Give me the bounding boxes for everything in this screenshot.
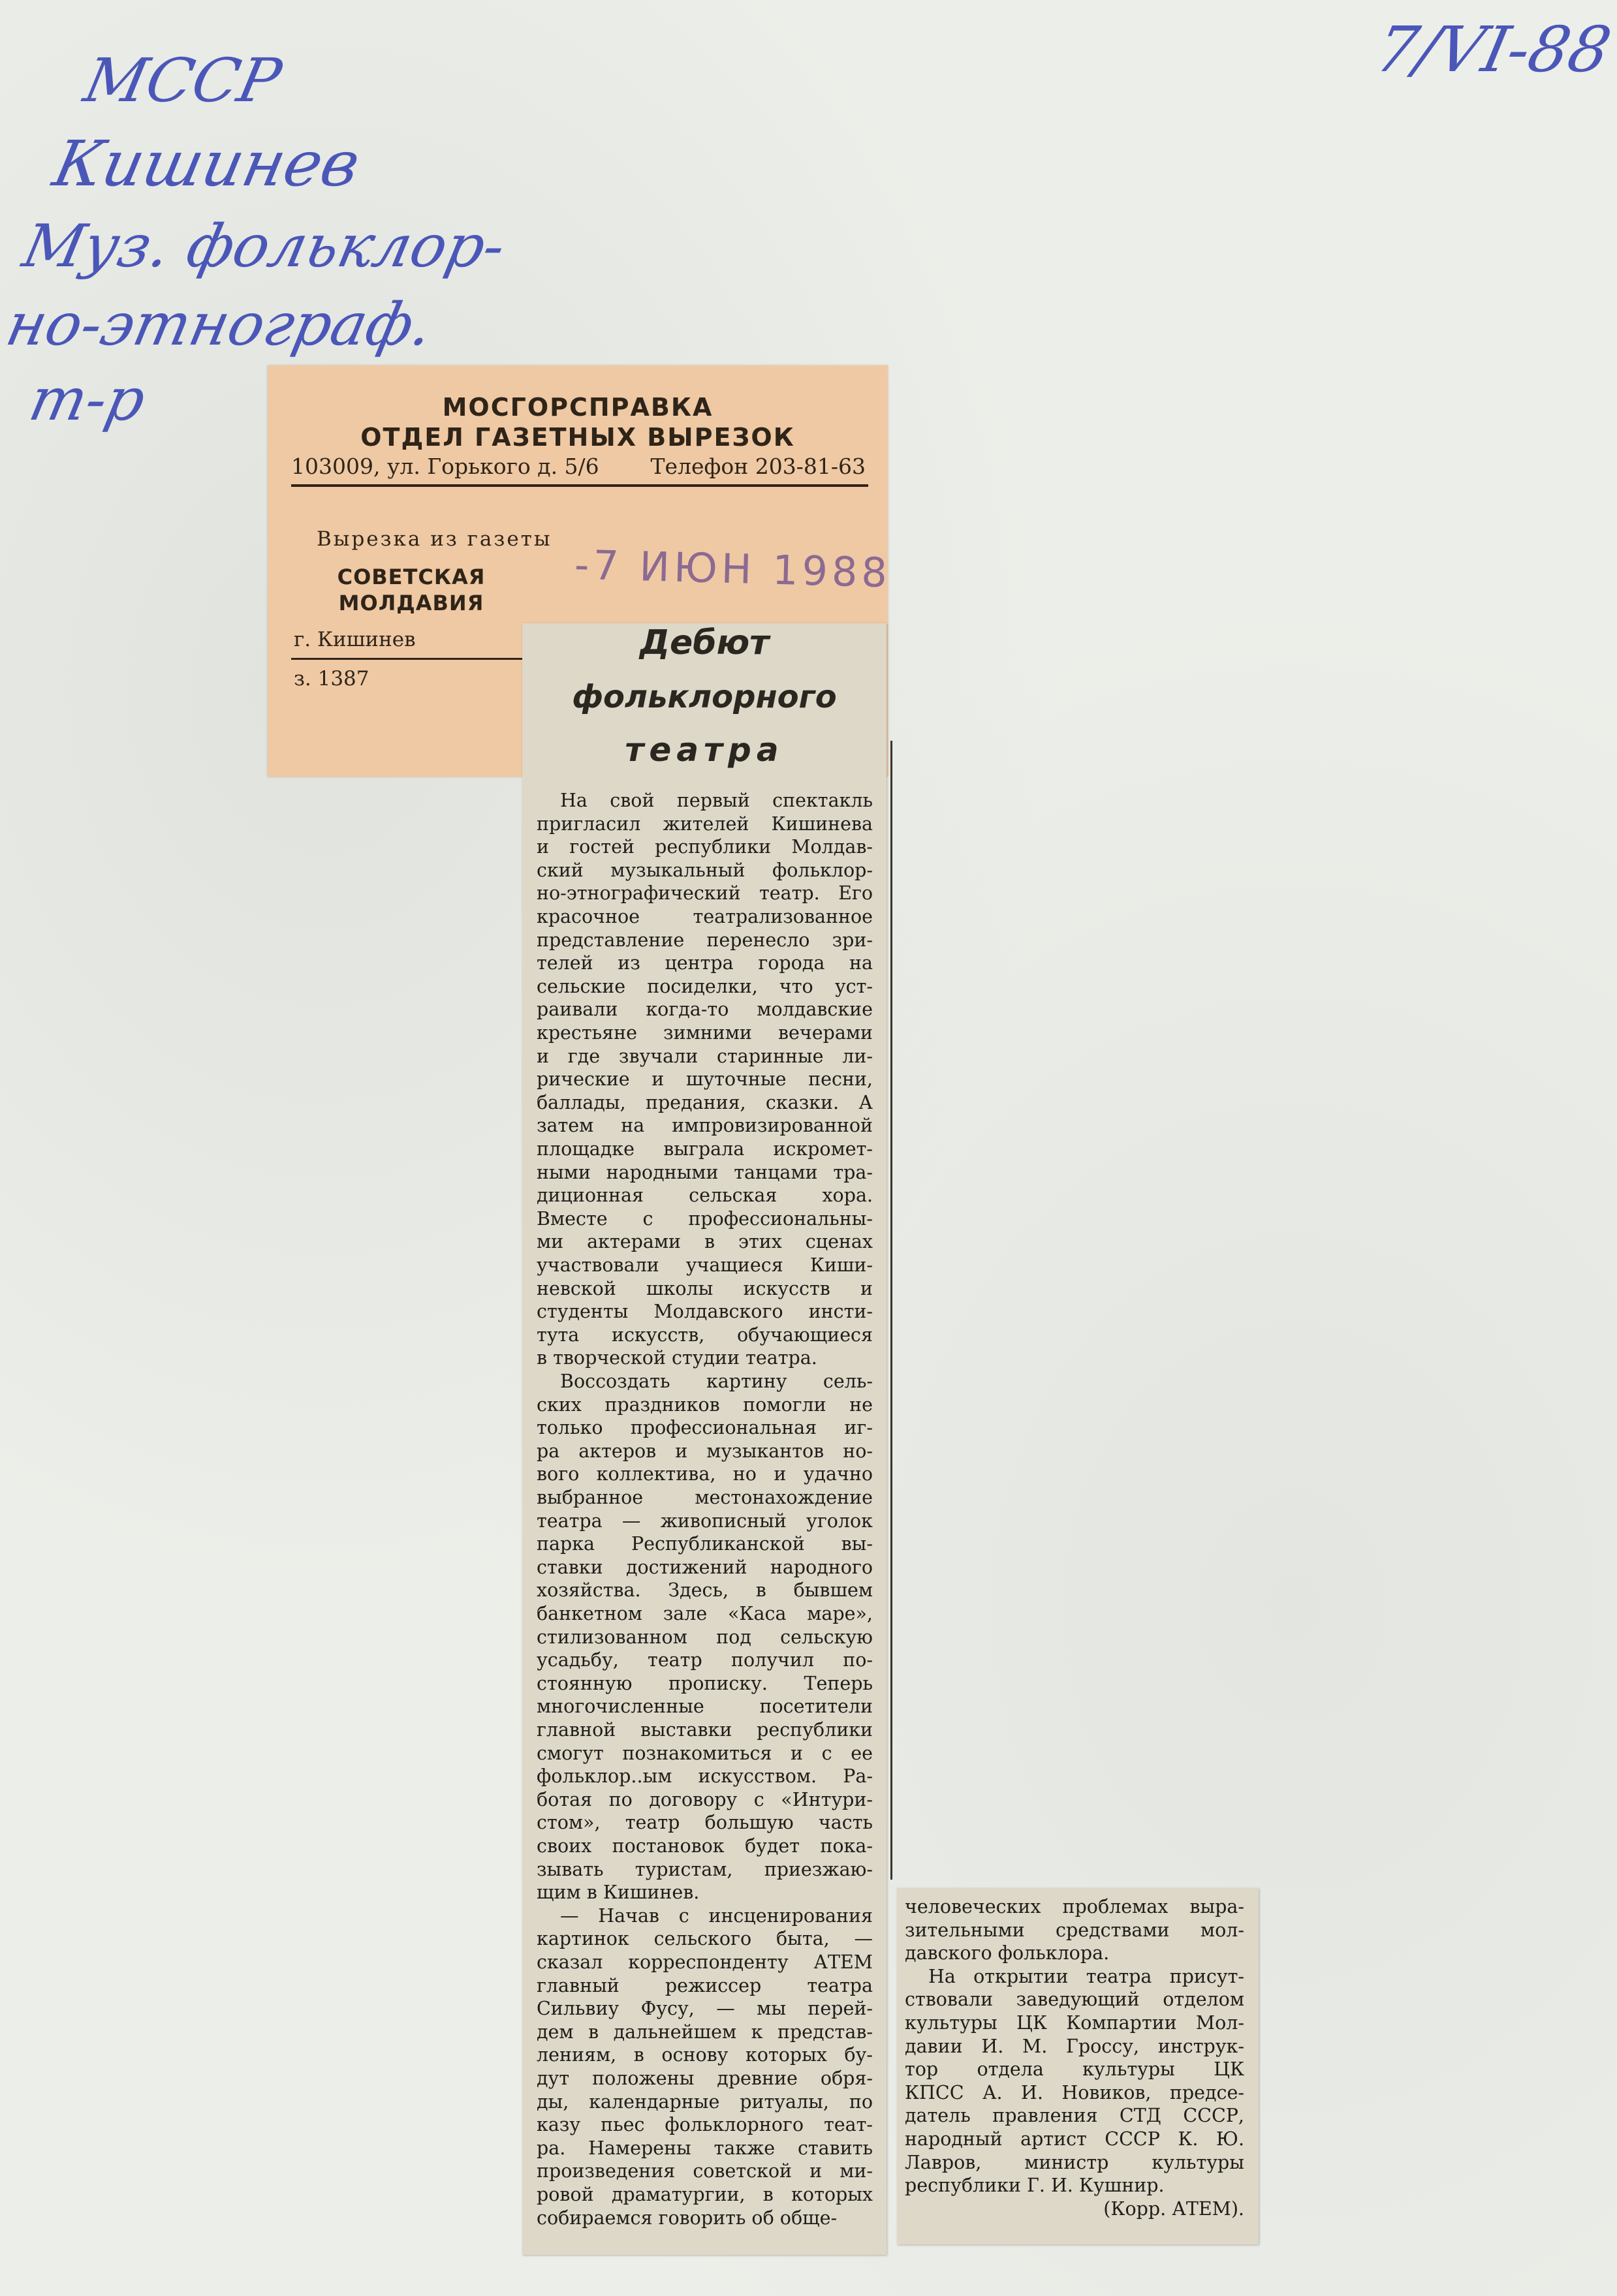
article-line: республики Г. И. Кушнир.	[905, 2175, 1165, 2197]
headline-line: фольклорного	[572, 679, 837, 715]
article-line: стоянную прописку. Теперь	[537, 1672, 873, 1694]
bureau-address-line	[291, 454, 866, 479]
article-line: Лавров, министр культуры	[905, 2151, 1244, 2173]
article-line: дем в дальнейшем к представ-	[537, 2021, 873, 2043]
article-line: выбранное местонахождение	[537, 1487, 873, 1508]
handwritten-note-line: Муз. фольклор-	[17, 212, 512, 281]
article-line: На открытии театра присут-	[928, 1965, 1244, 1987]
article-line: культуры ЦК Компартии Мол-	[905, 2012, 1244, 2034]
article-line: диционная сельская хора.	[537, 1185, 873, 1207]
article-line: вого коллектива, но и удачно	[537, 1463, 873, 1485]
city-underline	[291, 658, 539, 660]
article-line: лениям, в основу которых бу-	[537, 2044, 873, 2066]
article-line: банкетном зале «Каса маре»,	[537, 1603, 873, 1624]
article-line: ра актеров и музыкантов но-	[537, 1440, 873, 1462]
article-line: ский музыкальный фольклор-	[537, 859, 873, 881]
handwritten-note-line: МССР	[78, 46, 287, 116]
order-number: з. 1387	[294, 667, 369, 690]
bureau-department: ОТДЕЛ ГАЗЕТНЫХ ВЫРЕЗОК	[360, 423, 795, 452]
article-line: невской школы искусств и	[537, 1277, 873, 1299]
article-line: — Начав с инсценирования	[560, 1904, 873, 1927]
article-line: ми актерами в этих сценах	[537, 1231, 873, 1253]
article-line: щим в Кишинев.	[537, 1882, 700, 1904]
article-line: собираемся говорить об обще-	[537, 2207, 838, 2229]
article-line: зывать туристам, приезжаю-	[537, 1858, 873, 1880]
article-line: ботая по договору с «Интури-	[537, 1788, 873, 1810]
article-line: участвовали учащиеся Киши-	[537, 1254, 873, 1276]
article-line: произведения советской и ми-	[537, 2160, 873, 2182]
article-line: телей из центра города на	[537, 952, 873, 974]
label-divider	[291, 484, 868, 487]
date-stamp: -7 ИЮН 1988	[574, 540, 892, 597]
bureau-name: МОСГОРСПРАВКА	[442, 393, 714, 422]
bureau-phone: Телефон 203-81-63	[650, 454, 866, 479]
article-line: ставки достижений народного	[537, 1556, 873, 1578]
article-column-2	[897, 1888, 1259, 2244]
bureau-address: 103009, ул. Горького д. 5/6	[291, 454, 599, 479]
article-line: раивали когда-то молдавские	[537, 999, 873, 1021]
article-line: картинок сельского быта, —	[537, 1928, 873, 1950]
article-line: Вместе с профессиональны-	[537, 1207, 873, 1230]
handwritten-note-line: Кишинев	[47, 127, 366, 200]
article-line: площадке выграла искромет-	[537, 1138, 873, 1160]
article-line: своих постановок будет пока-	[537, 1835, 873, 1857]
article-line: человеческих проблемах выра-	[905, 1896, 1244, 1917]
city-text: г. Кишинев	[294, 628, 416, 651]
article-line: тута искусств, обучающиеся	[537, 1324, 873, 1346]
handwritten-date: 7/VI-88	[1370, 13, 1617, 86]
newspaper-name-line: МОЛДАВИЯ	[338, 591, 484, 615]
article-line: затем на импровизированной	[537, 1115, 873, 1137]
article-line: давского фольклора.	[905, 1942, 1110, 1964]
clipping-from-text: Вырезка из газеты	[317, 527, 552, 551]
article-line: представление перенесло зри-	[537, 929, 873, 951]
article-line: рические и шуточные песни,	[537, 1068, 873, 1091]
article-line: народный артист СССР К. Ю.	[905, 2128, 1244, 2150]
article-line: фольклор..ым искусством. Ра-	[537, 1765, 873, 1788]
article-line: ными народными танцами тра-	[537, 1161, 873, 1183]
article-line: ских праздников помогли не	[537, 1393, 873, 1416]
article-line: ра. Намерены также ставить	[537, 2137, 873, 2159]
article-line: только профессиональная иг-	[537, 1417, 873, 1439]
handwritten-note-line: но-этнограф.	[0, 290, 439, 359]
article-line: (Корр. АТЕМ).	[1103, 2197, 1244, 2220]
article-line: усадьбу, театр получил по-	[537, 1649, 873, 1671]
article-line: студенты Молдавского инсти-	[537, 1301, 873, 1323]
article-line: сказал корреспонденту АТЕМ	[537, 1951, 873, 1973]
headline-line: Дебют	[639, 623, 770, 662]
article-line: казу пьес фольклорного теат-	[537, 2114, 873, 2136]
article-line: красочное театрализованное	[537, 906, 873, 927]
article-line: ствовали заведующий отделом	[905, 1989, 1244, 2011]
article-line: но-этнографический театр. Его	[537, 882, 873, 905]
article-line: На свой первый спектакль	[560, 790, 873, 811]
headline-line: театра	[625, 731, 784, 769]
newspaper-name-line: СОВЕТСКАЯ	[337, 565, 486, 589]
article-column-1	[522, 623, 887, 2255]
article-line: Сильвиу Фусу, — мы перей-	[537, 1998, 873, 2020]
article-line: зительными средствами мол-	[905, 1919, 1244, 1941]
article-line: стом», театр большую часть	[537, 1812, 873, 1834]
article-line: давии И. М. Гроссу, инструк-	[905, 2035, 1244, 2057]
article-line: и где звучали старинные ли-	[537, 1045, 873, 1067]
article-line: крестьяне зимними вечерами	[537, 1022, 873, 1044]
article-line: театра — живописный уголок	[537, 1510, 873, 1532]
article-line: баллады, предания, сказки. А	[537, 1091, 873, 1113]
article-line: тор отдела культуры ЦК	[905, 2058, 1244, 2081]
article-line: дут положены древние обря-	[537, 2068, 873, 2089]
article-line: ровой драматургии, в которых	[537, 2184, 873, 2205]
article-line: главный режиссер театра	[537, 1974, 873, 1996]
article-line: пригласил жителей Кишинева	[537, 813, 873, 835]
article-line: главной выставки республики	[537, 1719, 873, 1741]
article-line: КПСС А. И. Новиков, предсе-	[905, 2081, 1244, 2103]
article-line: стилизованном под сельскую	[537, 1626, 873, 1648]
article-line: смогут познакомиться и с ее	[537, 1742, 873, 1764]
article-line: датель правления СТД СССР,	[905, 2105, 1244, 2127]
article-line: хозяйства. Здесь, в бывшем	[537, 1579, 873, 1602]
article-line: сельские посиделки, что уст-	[537, 975, 873, 997]
article-line: Воссоздать картину сель-	[560, 1371, 873, 1392]
article-line: многочисленные посетители	[537, 1696, 873, 1718]
handwritten-note-line: т-р	[24, 365, 151, 434]
article-line: и гостей республики Молдав-	[537, 836, 873, 858]
article-line: парка Республиканской вы-	[537, 1533, 873, 1555]
article-line: в творческой студии театра.	[537, 1347, 817, 1369]
column-divider	[890, 741, 892, 1880]
article-line: ды, календарные ритуалы, по	[537, 2090, 873, 2113]
